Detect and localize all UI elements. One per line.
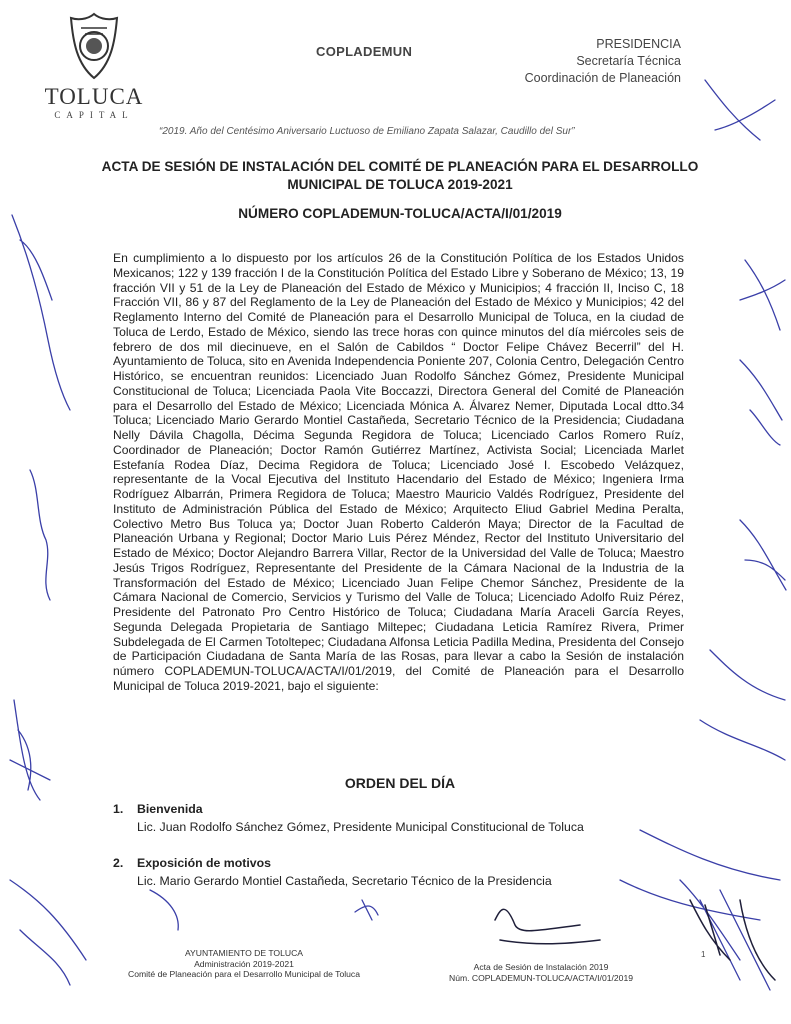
- signature-right-dark: [690, 900, 775, 980]
- toluca-logo: [44, 12, 144, 120]
- agenda-item: [113, 856, 693, 888]
- footer-right-line: Acta de Sesión de Instalación 2019: [473, 962, 609, 972]
- agenda-item-heading: Bienvenida: [137, 802, 203, 816]
- logo-name: TOLUCA: [44, 84, 144, 109]
- footer-left: [120, 948, 368, 980]
- signature-right-2: [740, 360, 782, 445]
- agenda-item-detail: Lic. Juan Rodolfo Sánchez Gómez, Presidente Municipal Constitucional de Toluca: [137, 820, 584, 834]
- document-number: NÚMERO COPLADEMUN-TOLUCA/ACTA/I/01/2019: [238, 206, 562, 221]
- office-line-secretaria: Secretaría Técnica: [576, 54, 681, 68]
- footer-right: [431, 962, 651, 983]
- signature-left-bottom: [10, 880, 86, 985]
- agenda-item-number: 1.: [113, 802, 124, 816]
- signature-right-4: [700, 650, 785, 760]
- signature-left-top: [12, 215, 70, 410]
- page-number: 1: [701, 950, 706, 959]
- agenda-title: ORDEN DEL DÍA: [344, 775, 456, 791]
- signature-right-3: [740, 520, 786, 590]
- signature-left-lower: [10, 700, 50, 800]
- document-title: ACTA DE SESIÓN DE INSTALACIÓN DEL COMITÉ DE PLANEACIÓN PARA EL DESARROLLO MUNICIPAL DE TOLUCA 2019-2021: [101, 159, 699, 192]
- body-paragraph: En cumplimiento a lo dispuesto por los artículos 26 de la Constitución Política de los Estados Unidos Mexicanos; 122 y 139 fracción I de la Constitución Política del Estado Libre y Soberano de México; 13, 19 fracción VII y 51 de la Ley de Planeación del Estado de México y Municipios; 4 fracción II, Inciso C, 18 Fracción VII, 86 y 87 del Reglamento de la Ley de Planeación del Estado de México y Municipios; 42 del Reglamento Interno del Comité de Planeación para el Desarrollo Municipal de Toluca, en la ciudad de Toluca de Lerdo, Estado de México, siendo las trece horas con quince minutos del día miércoles seis de febrero de dos mil diecinueve, en el Salón de Cabildos “ Doctor Felipe Chávez Becerril” del H. Ayuntamiento de Toluca, sito en Avenida Independencia Poniente 207, Colonia Centro, Delegación Centro Histórico, se encuentran reunidos: Licenciado Juan Rodolfo Sánchez Gómez, Presidente Municipal Constitucional de Toluca; Licenciada Paola Vite Boccazzi, Directora General del Comité de Planeación para el Desarrollo del Estado de México; Licenciada Mónica A. Álvarez Nemer, Diputada Local dtto.34 Toluca; Licenciado Mario Gerardo Montiel Castañeda, Secretario Técnico de la Presidencia; Ciudadana Nelly Dávila Chagolla, Décima Segunda Regidora de Toluca; Licenciado Carlos Romero Ruíz, Coordinador de Planeación; Doctor Ramón Gutiérrez Martínez, Activista Social; Licenciada Marlet Estefanía Rodea Díaz, Decima Regidora de Toluca; Licenciado José I. Escobedo Velázquez, representante de la Vocal Ejecutiva del Instituto Hacendario del Estado de México; Ingeniera Irma Rodríguez Albarrán, Primera Regidora de Toluca; Maestro Mauricio Valdés Rodríguez, Presidente del Instituto de Administración Pública del Estado de México; Arquitecto Eliud Gabriel Medina Peralta, Colectivo Metro Bus Toluca ya; Doctor Juan Roberto Calderón Maya; Director de la Facultad de Planeación Urbana y Regional; Doctor Mario Luis Pérez Méndez, Rector del Instituto Universitario del Estado de México; Doctor Alejandro Barrera Villar, Rector de la Universidad del Valle de Toluca; Maestro Jesús Trigos Rodríguez, Representante del Presidente de la Cámara Nacional de la Industria de la Transformación del Estado de México; Licenciado Juan Felipe Chemor Sánchez, Presidente de la Cámara Nacional de Comercio, Servicios y Turismo del Valle de Toluca; Licenciado Adolfo Ruiz Pérez, Presidente del Patronato Pro Centro Histórico de Toluca; Ciudadana María Araceli García Reyes, Segunda Delegada Propietaria de Santiago Miltepec; Ciudadana Leticia Ramírez Rivera, Primer Subdelegada de El Carmen Totoltepec; Ciudadana Alfonsa Leticia Padilla Medina, Presidenta del Consejo de Participación Ciudadana de Santa María de las Rosas, para llevar a cabo la Sesión de instalación número COPLADEMUN-TOLUCA/ACTA/I/01/2019, del Comité de Planeación para el Desarrollo Municipal de Toluca 2019-2021, bajo el siguiente:: [113, 251, 685, 693]
- signature-right-top: [705, 80, 775, 140]
- signature-left-mid: [30, 470, 50, 600]
- signature-right-1: [740, 260, 785, 330]
- coat-of-arms-icon: [67, 12, 121, 82]
- agenda-item-heading: Exposición de motivos: [137, 856, 271, 870]
- agenda-item-number: 2.: [113, 856, 124, 870]
- organization-name: COPLADEMUN: [316, 44, 413, 59]
- footer-left-line: AYUNTAMIENTO DE TOLUCA: [184, 948, 304, 958]
- office-block: [525, 36, 681, 87]
- year-motto: “2019. Año del Centésimo Aniversario Luctuoso de Emiliano Zapata Salazar, Caudillo del Sur”: [159, 126, 575, 137]
- signature-center-dark: [495, 909, 600, 943]
- footer-right-line: Núm. COPLADEMUN-TOLUCA/ACTA/I/01/2019: [448, 972, 634, 983]
- office-line-presidencia: PRESIDENCIA: [596, 37, 681, 51]
- agenda-item-detail: Lic. Mario Gerardo Montiel Castañeda, Secretario Técnico de la Presidencia: [137, 874, 552, 888]
- signature-right-bottom: [680, 880, 770, 990]
- office-line-coordinacion: Coordinación de Planeación: [524, 71, 681, 85]
- agenda-item: [113, 802, 693, 834]
- logo-subtitle: CAPITAL: [54, 110, 134, 120]
- footer-left-line: Administración 2019-2021: [194, 958, 294, 969]
- agenda-list: [113, 802, 693, 910]
- footer-left-line: Comité de Planeación para el Desarrollo Municipal de Toluca: [127, 969, 360, 979]
